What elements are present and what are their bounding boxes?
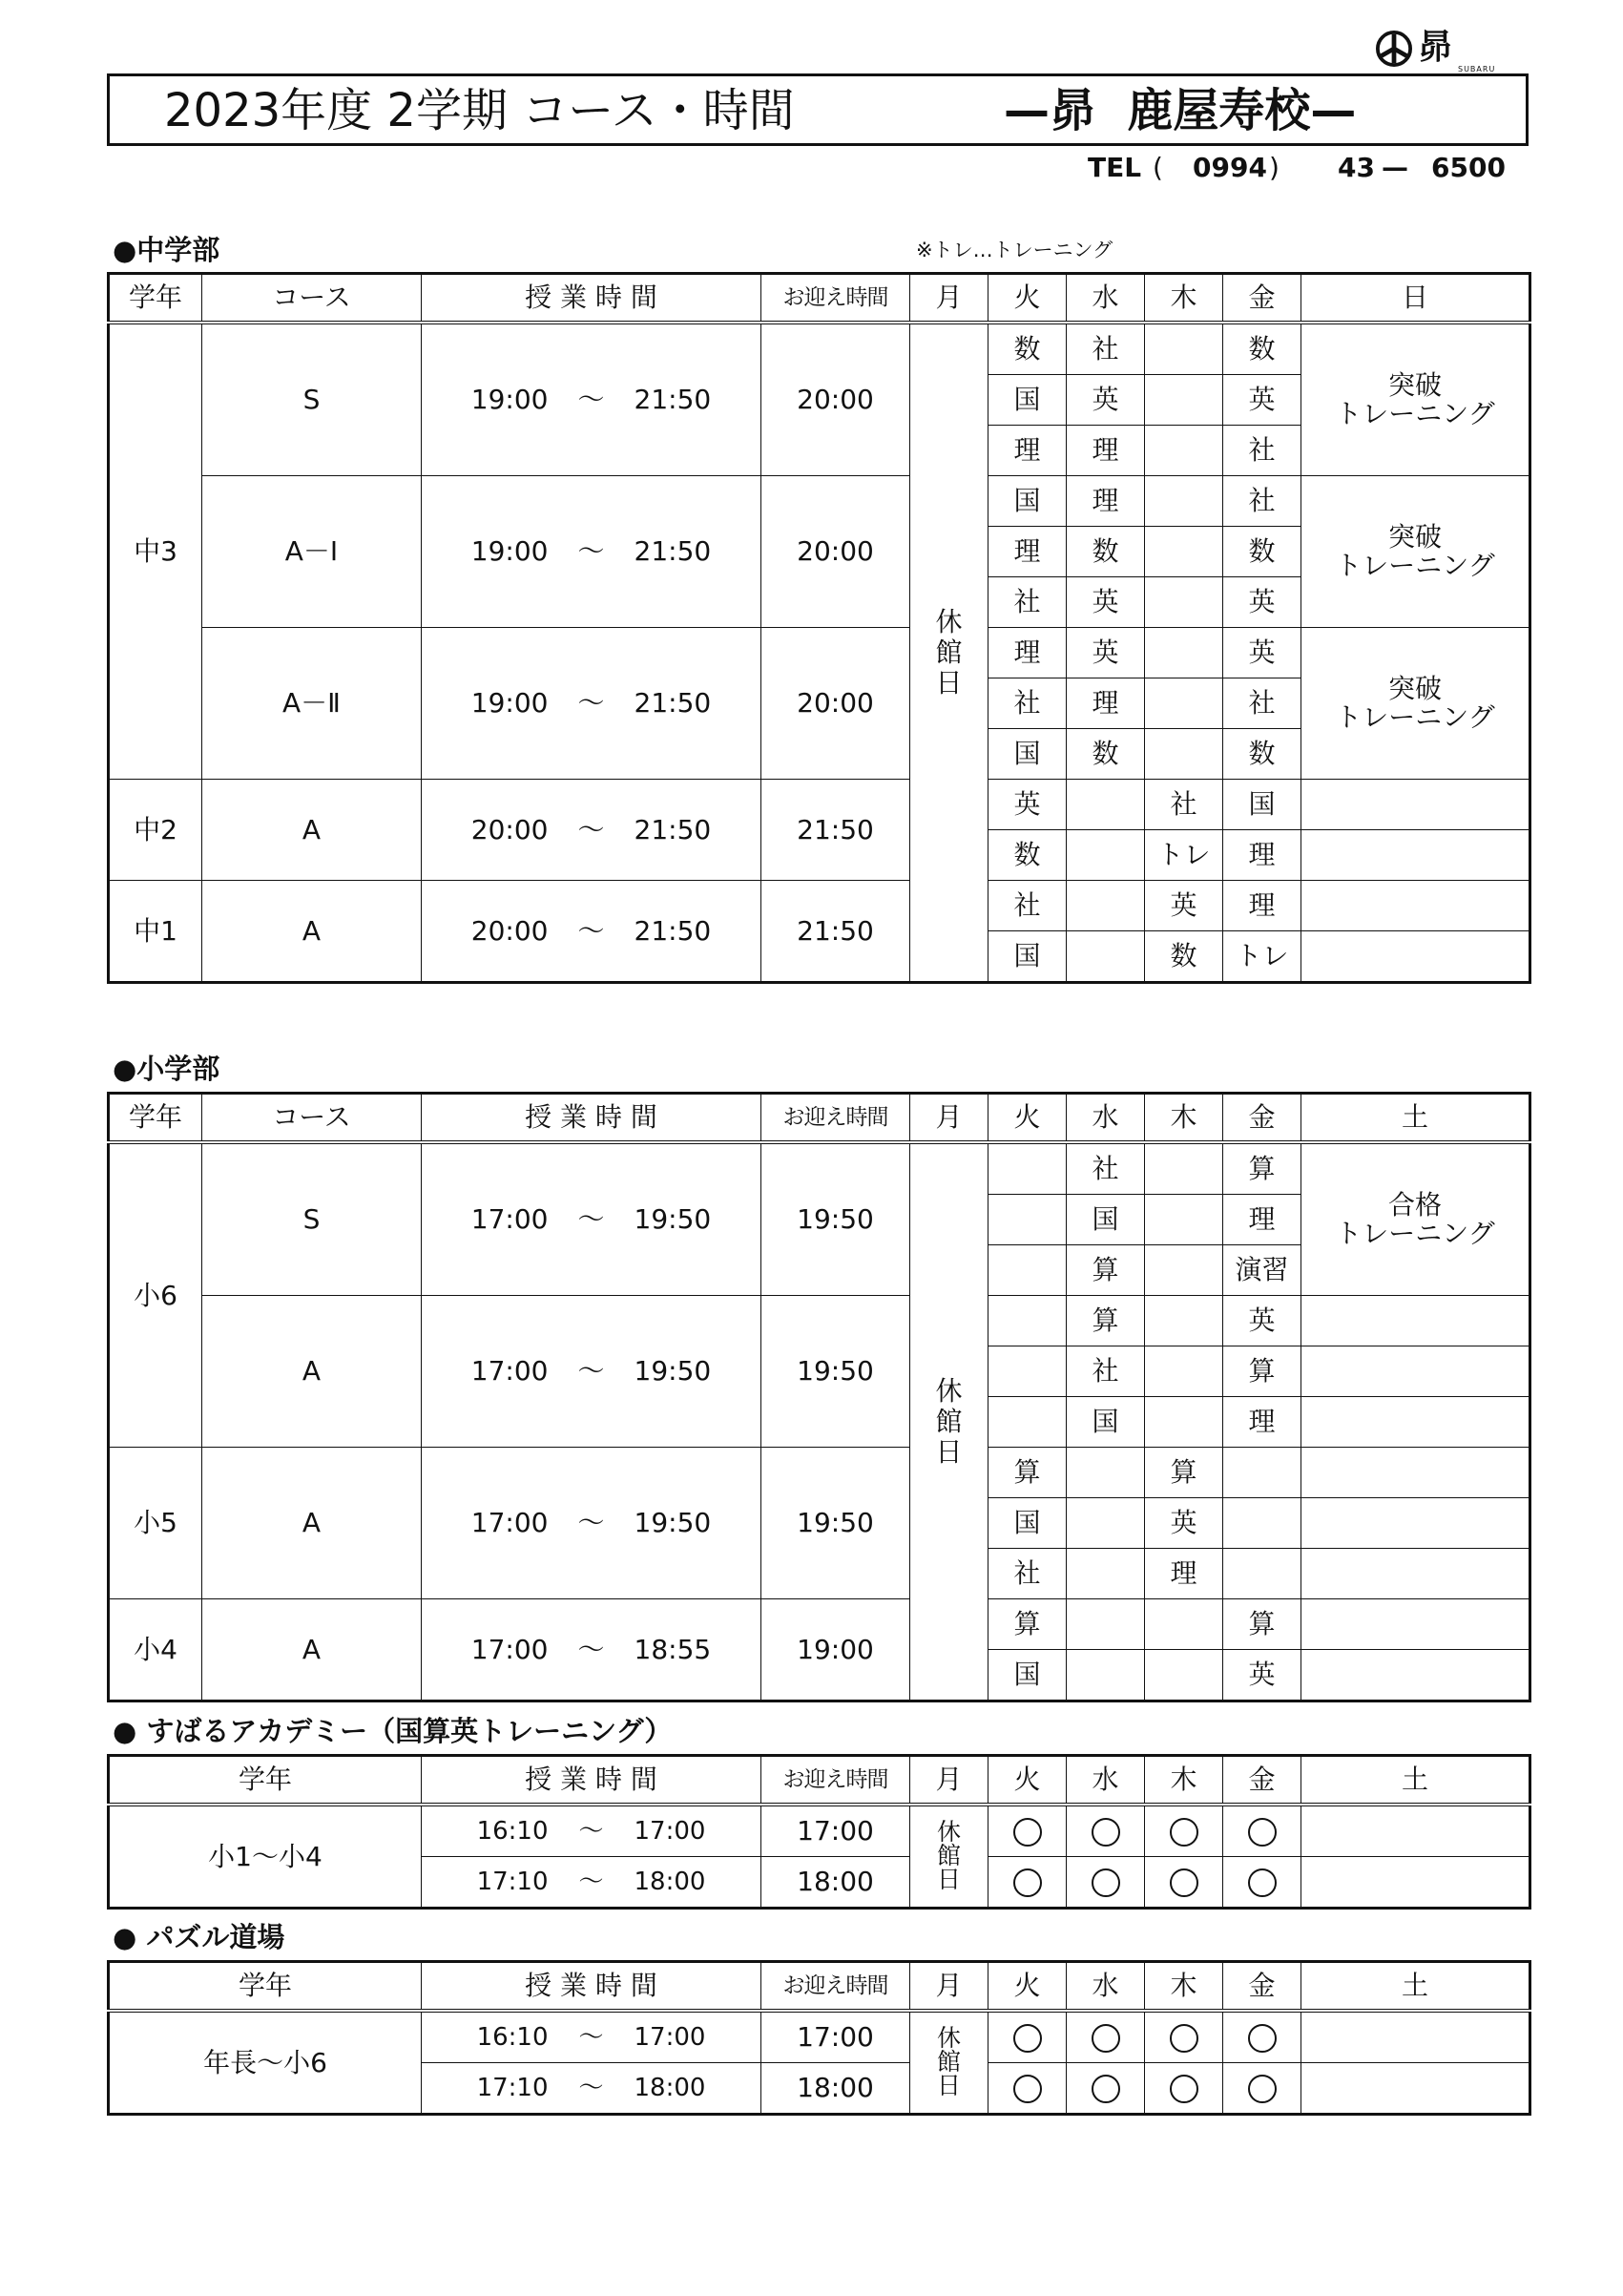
grade-cell: 中2 xyxy=(109,780,202,881)
subject-cell: 国 xyxy=(1067,1195,1145,1245)
subject-cell: 英 xyxy=(1223,375,1301,426)
circle-cell xyxy=(1145,2063,1223,2115)
course-cell: A－Ⅰ xyxy=(202,476,422,628)
subject-cell xyxy=(988,1245,1067,1296)
table-row xyxy=(109,881,1530,931)
circle-cell xyxy=(988,2063,1067,2115)
circle-cell xyxy=(1067,2063,1145,2115)
class-time: 17:00 ～ 19:50 xyxy=(422,1448,761,1599)
pickup-time: 17:00 xyxy=(761,2011,910,2063)
grade-cell: 中1 xyxy=(109,881,202,983)
course-cell: A xyxy=(202,1599,422,1701)
subject-cell xyxy=(1223,1448,1301,1498)
header-cell: 月 xyxy=(910,1962,988,2012)
subject-cell: 社 xyxy=(1145,780,1223,830)
section-title-academy: ● すばるアカデミー（国算英トレーニング） xyxy=(113,1715,673,1747)
header-cell: 木 xyxy=(1145,1756,1223,1805)
header-cell: お迎え時間 xyxy=(761,1756,910,1805)
empty-cell xyxy=(1301,931,1530,983)
grade-cell: 小6 xyxy=(109,1142,202,1448)
table-header xyxy=(109,1094,1530,1143)
circle-mark-icon xyxy=(1013,2024,1042,2053)
class-time: 17:00 ～ 18:55 xyxy=(422,1599,761,1701)
subject-cell xyxy=(1145,476,1223,527)
tel-bracket-close: ) xyxy=(1269,152,1280,183)
circle-mark-icon xyxy=(1013,2075,1042,2103)
subaru-logo xyxy=(1376,27,1519,74)
subject-cell: 算 xyxy=(1067,1296,1145,1346)
circle-mark-icon xyxy=(1013,1818,1042,1847)
header-cell: 火 xyxy=(988,1756,1067,1805)
subject-cell: 英 xyxy=(1067,577,1145,628)
subject-cell: 理 xyxy=(1223,1195,1301,1245)
header-cell: お迎え時間 xyxy=(761,1962,910,2012)
logo-kanji: 昴 xyxy=(1418,27,1453,67)
header-cell: 水 xyxy=(1067,1756,1145,1805)
subject-cell: 英 xyxy=(1223,1650,1301,1701)
subject-cell: 演習 xyxy=(1223,1245,1301,1296)
training-cell: 突破 トレーニング xyxy=(1301,476,1530,628)
class-time: 20:00 ～ 21:50 xyxy=(422,881,761,983)
subject-cell xyxy=(1067,1650,1145,1701)
empty-cell xyxy=(1301,1448,1530,1498)
class-time: 19:00 ～ 21:50 xyxy=(422,323,761,476)
subject-cell xyxy=(1145,527,1223,577)
header-cell: 学年 xyxy=(109,1094,202,1143)
circle-mark-icon xyxy=(1248,1868,1277,1897)
closed-label: 休館日 xyxy=(935,1375,963,1468)
grade-cell: 中3 xyxy=(109,323,202,780)
section-title-shogaku: ●小学部 xyxy=(113,1053,220,1085)
header-cell: コース xyxy=(202,1094,422,1143)
subject-cell xyxy=(988,1195,1067,1245)
subject-cell xyxy=(1067,881,1145,931)
circle-mark-icon xyxy=(1170,2024,1198,2053)
academy-table xyxy=(107,1754,1531,1910)
subject-cell: トレ xyxy=(1145,830,1223,881)
header-cell: 火 xyxy=(988,274,1067,324)
subject-cell xyxy=(1145,1650,1223,1701)
empty-cell xyxy=(1301,1650,1530,1701)
class-time: 20:00 ～ 21:50 xyxy=(422,780,761,881)
circle-cell xyxy=(1223,2011,1301,2063)
class-time: 17:00 ～ 19:50 xyxy=(422,1142,761,1296)
header-cell: お迎え時間 xyxy=(761,274,910,324)
header-cell: 木 xyxy=(1145,1094,1223,1143)
subject-cell xyxy=(1145,1397,1223,1448)
header-cell: 金 xyxy=(1223,1962,1301,2012)
subject-cell: 英 xyxy=(1223,577,1301,628)
subject-cell xyxy=(1145,577,1223,628)
circle-cell xyxy=(1145,2011,1223,2063)
header-cell: 学年 xyxy=(109,1962,422,2012)
closed-label: 休館日 xyxy=(936,1818,961,1893)
subject-cell: 国 xyxy=(988,1498,1067,1549)
closed-cell xyxy=(910,1142,988,1701)
circle-mark-icon xyxy=(1092,2024,1120,2053)
circle-mark-icon xyxy=(1092,2075,1120,2103)
subject-cell xyxy=(1067,931,1145,983)
table-row xyxy=(109,780,1530,830)
table-row xyxy=(109,323,1530,375)
subject-cell: 国 xyxy=(988,375,1067,426)
pickup-time: 21:50 xyxy=(761,881,910,983)
logo-sub: SUBARU xyxy=(1458,65,1496,73)
subject-cell: 理 xyxy=(1067,476,1145,527)
page-title: 2023年度 2学期 コース・時間 xyxy=(164,84,795,137)
header-cell: 木 xyxy=(1145,274,1223,324)
subject-cell: 算 xyxy=(1223,1142,1301,1195)
subject-cell: 理 xyxy=(1223,881,1301,931)
subject-cell: 英 xyxy=(1145,881,1223,931)
circle-cell xyxy=(1223,2063,1301,2115)
subject-cell: 英 xyxy=(1223,1296,1301,1346)
table-header xyxy=(109,274,1530,324)
subject-cell: 国 xyxy=(1067,1397,1145,1448)
header-cell: 授 業 時 間 xyxy=(422,274,761,324)
header-cell: 金 xyxy=(1223,274,1301,324)
training-cell: 突破 トレーニング xyxy=(1301,323,1530,476)
puzzle-table xyxy=(107,1960,1531,2116)
header-cell: 月 xyxy=(910,1756,988,1805)
subject-cell xyxy=(1145,1296,1223,1346)
subject-cell: 算 xyxy=(988,1448,1067,1498)
table-row xyxy=(109,2011,1530,2063)
subject-cell xyxy=(1145,1245,1223,1296)
subject-cell xyxy=(1223,1498,1301,1549)
subject-cell xyxy=(1067,1498,1145,1549)
subject-cell: 社 xyxy=(988,881,1067,931)
class-time: 16:10 ～ 17:00 xyxy=(422,2011,761,2063)
empty-cell xyxy=(1301,1549,1530,1599)
subject-cell: 社 xyxy=(1067,323,1145,375)
training-note: ※トレ…トレーニング xyxy=(916,239,1113,261)
subject-cell: 数 xyxy=(988,830,1067,881)
closed-cell xyxy=(910,1805,988,1909)
header-cell: 学年 xyxy=(109,274,202,324)
circle-cell xyxy=(1223,1805,1301,1857)
circle-cell xyxy=(1223,1857,1301,1909)
circle-mark-icon xyxy=(1170,1868,1198,1897)
course-cell: A xyxy=(202,1448,422,1599)
empty-cell xyxy=(1301,1397,1530,1448)
subject-cell: 理 xyxy=(988,527,1067,577)
subject-cell: 算 xyxy=(1145,1448,1223,1498)
tel-dash: — xyxy=(1382,152,1408,183)
class-time: 17:10 ～ 18:00 xyxy=(422,1857,761,1909)
subject-cell xyxy=(1145,1195,1223,1245)
empty-cell xyxy=(1301,1346,1530,1397)
subject-cell: 国 xyxy=(988,1650,1067,1701)
empty-cell xyxy=(1301,830,1530,881)
subject-cell: 社 xyxy=(1067,1346,1145,1397)
header-cell: 水 xyxy=(1067,274,1145,324)
empty-cell xyxy=(1301,2063,1530,2115)
subject-cell: 理 xyxy=(1223,830,1301,881)
subject-cell xyxy=(1145,426,1223,476)
course-cell: A xyxy=(202,881,422,983)
subject-cell xyxy=(1067,830,1145,881)
empty-cell xyxy=(1301,780,1530,830)
header-cell: 学年 xyxy=(109,1756,422,1805)
header-cell: 水 xyxy=(1067,1962,1145,2012)
circle-cell xyxy=(1145,1805,1223,1857)
table-row xyxy=(109,1296,1530,1346)
subject-cell: 国 xyxy=(988,729,1067,780)
subject-cell xyxy=(988,1397,1067,1448)
circle-mark-icon xyxy=(1170,1818,1198,1847)
subject-cell: 国 xyxy=(988,476,1067,527)
subject-cell: 社 xyxy=(1067,1142,1145,1195)
subject-cell xyxy=(1067,780,1145,830)
table-header xyxy=(109,1962,1530,2012)
empty-cell xyxy=(1301,1296,1530,1346)
circle-cell xyxy=(988,1805,1067,1857)
circle-cell xyxy=(1067,2011,1145,2063)
subject-cell: 国 xyxy=(988,931,1067,983)
training-cell: 合格 トレーニング xyxy=(1301,1142,1530,1296)
section-title-puzzle: ● パズル道場 xyxy=(113,1921,285,1953)
subject-cell xyxy=(1067,1599,1145,1650)
subject-cell: 理 xyxy=(988,426,1067,476)
subject-cell: 数 xyxy=(1067,729,1145,780)
school-name: —昴 鹿屋寿校— xyxy=(1004,84,1357,137)
subject-cell: 英 xyxy=(988,780,1067,830)
closed-label: 休館日 xyxy=(935,606,963,699)
subject-cell: 数 xyxy=(1223,323,1301,375)
subject-cell xyxy=(1145,678,1223,729)
pickup-time: 21:50 xyxy=(761,780,910,881)
subject-cell: 社 xyxy=(1223,476,1301,527)
subject-cell: 算 xyxy=(1223,1346,1301,1397)
class-time: 17:10 ～ 18:00 xyxy=(422,2063,761,2115)
circle-mark-icon xyxy=(1092,1818,1120,1847)
table-row xyxy=(109,1805,1530,1857)
table-header xyxy=(109,1756,1530,1805)
header-cell: 授 業 時 間 xyxy=(422,1962,761,2012)
header-cell: 月 xyxy=(910,274,988,324)
circle-cell xyxy=(1145,1857,1223,1909)
empty-cell xyxy=(1301,1498,1530,1549)
pickup-time: 20:00 xyxy=(761,476,910,628)
pickup-time: 18:00 xyxy=(761,2063,910,2115)
tel-label: TEL xyxy=(1088,152,1142,183)
pickup-time: 17:00 xyxy=(761,1805,910,1857)
table-row xyxy=(109,1142,1530,1195)
course-cell: A－Ⅱ xyxy=(202,628,422,780)
class-time: 16:10 ～ 17:00 xyxy=(422,1805,761,1857)
circle-cell xyxy=(1067,1805,1145,1857)
subject-cell: 算 xyxy=(1067,1245,1145,1296)
circle-mark-icon xyxy=(1248,2024,1277,2053)
subject-cell: 国 xyxy=(1223,780,1301,830)
pickup-time: 20:00 xyxy=(761,323,910,476)
subject-cell xyxy=(988,1142,1067,1195)
subject-cell: 理 xyxy=(1067,426,1145,476)
table-row xyxy=(109,476,1530,527)
empty-cell xyxy=(1301,2011,1530,2063)
subject-cell xyxy=(1067,1448,1145,1498)
header-cell: 月 xyxy=(910,1094,988,1143)
header-cell: 土 xyxy=(1301,1962,1530,2012)
empty-cell xyxy=(1301,1857,1530,1909)
header-cell: 金 xyxy=(1223,1756,1301,1805)
subject-cell: トレ xyxy=(1223,931,1301,983)
subject-cell: 社 xyxy=(1223,426,1301,476)
table-row xyxy=(109,1448,1530,1498)
subject-cell: 英 xyxy=(1145,1498,1223,1549)
subject-cell: 理 xyxy=(1145,1549,1223,1599)
circle-mark-icon xyxy=(1248,1818,1277,1847)
header-cell: 授 業 時 間 xyxy=(422,1094,761,1143)
subject-cell: 理 xyxy=(988,628,1067,678)
circle-cell xyxy=(988,1857,1067,1909)
subject-cell xyxy=(1145,1346,1223,1397)
subaru-logo-icon xyxy=(1376,31,1412,67)
course-cell: S xyxy=(202,1142,422,1296)
circle-cell xyxy=(1067,1857,1145,1909)
subject-cell: 理 xyxy=(1223,1397,1301,1448)
class-time: 17:00 ～ 19:50 xyxy=(422,1296,761,1448)
course-cell: A xyxy=(202,1296,422,1448)
subject-cell: 社 xyxy=(988,678,1067,729)
tel-area: 0994 xyxy=(1193,152,1267,183)
subject-cell: 数 xyxy=(1223,729,1301,780)
subject-cell xyxy=(1145,1599,1223,1650)
closed-label: 休館日 xyxy=(936,2024,961,2099)
pickup-time: 19:50 xyxy=(761,1448,910,1599)
shogaku-table xyxy=(107,1092,1531,1702)
empty-cell xyxy=(1301,1599,1530,1650)
course-cell: S xyxy=(202,323,422,476)
circle-mark-icon xyxy=(1013,1868,1042,1897)
header-cell: 火 xyxy=(988,1094,1067,1143)
header-cell: 火 xyxy=(988,1962,1067,2012)
subject-cell xyxy=(1145,323,1223,375)
subject-cell: 算 xyxy=(1223,1599,1301,1650)
circle-mark-icon xyxy=(1092,1868,1120,1897)
subject-cell xyxy=(1145,628,1223,678)
header-cell: 金 xyxy=(1223,1094,1301,1143)
tel-mid: 43 xyxy=(1338,152,1375,183)
closed-cell xyxy=(910,2011,988,2115)
tel-bracket-open: ( xyxy=(1153,152,1163,183)
subject-cell: 社 xyxy=(1223,678,1301,729)
class-time: 19:00 ～ 21:50 xyxy=(422,476,761,628)
subject-cell xyxy=(1223,1549,1301,1599)
class-time: 19:00 ～ 21:50 xyxy=(422,628,761,780)
grade-cell: 年長～小6 xyxy=(109,2011,422,2115)
circle-mark-icon xyxy=(1170,2075,1198,2103)
subject-cell: 社 xyxy=(988,1549,1067,1599)
pickup-time: 19:00 xyxy=(761,1599,910,1701)
header-cell: お迎え時間 xyxy=(761,1094,910,1143)
pickup-time: 20:00 xyxy=(761,628,910,780)
subject-cell: 数 xyxy=(1067,527,1145,577)
circle-cell xyxy=(988,2011,1067,2063)
header-cell: 水 xyxy=(1067,1094,1145,1143)
section-title-chugaku: ●中学部 xyxy=(113,234,220,266)
subject-cell: 算 xyxy=(988,1599,1067,1650)
subject-cell xyxy=(1145,1142,1223,1195)
table-row xyxy=(109,1599,1530,1650)
closed-cell xyxy=(910,323,988,983)
header-cell: 日 xyxy=(1301,274,1530,324)
subject-cell: 英 xyxy=(1067,375,1145,426)
subject-cell: 英 xyxy=(1223,628,1301,678)
tel-last: 6500 xyxy=(1431,152,1506,183)
subject-cell: 理 xyxy=(1067,678,1145,729)
course-cell: A xyxy=(202,780,422,881)
empty-cell xyxy=(1301,881,1530,931)
pickup-time: 19:50 xyxy=(761,1296,910,1448)
header-cell: コース xyxy=(202,274,422,324)
subject-cell: 社 xyxy=(988,577,1067,628)
header-cell: 木 xyxy=(1145,1962,1223,2012)
table-row xyxy=(109,628,1530,678)
subject-cell: 数 xyxy=(988,323,1067,375)
pickup-time: 18:00 xyxy=(761,1857,910,1909)
subject-cell xyxy=(988,1346,1067,1397)
header-cell: 土 xyxy=(1301,1094,1530,1143)
subject-cell xyxy=(1067,1549,1145,1599)
grade-cell: 小4 xyxy=(109,1599,202,1701)
subject-cell: 数 xyxy=(1145,931,1223,983)
training-cell: 突破 トレーニング xyxy=(1301,628,1530,780)
grade-cell: 小5 xyxy=(109,1448,202,1599)
pickup-time: 19:50 xyxy=(761,1142,910,1296)
subject-cell: 英 xyxy=(1067,628,1145,678)
chugaku-table xyxy=(107,272,1531,984)
subject-cell xyxy=(1145,729,1223,780)
circle-mark-icon xyxy=(1248,2075,1277,2103)
subject-cell xyxy=(988,1296,1067,1346)
empty-cell xyxy=(1301,1805,1530,1857)
header-cell: 授 業 時 間 xyxy=(422,1756,761,1805)
subject-cell xyxy=(1145,375,1223,426)
header-cell: 土 xyxy=(1301,1756,1530,1805)
grade-cell: 小1～小4 xyxy=(109,1805,422,1909)
subject-cell: 数 xyxy=(1223,527,1301,577)
